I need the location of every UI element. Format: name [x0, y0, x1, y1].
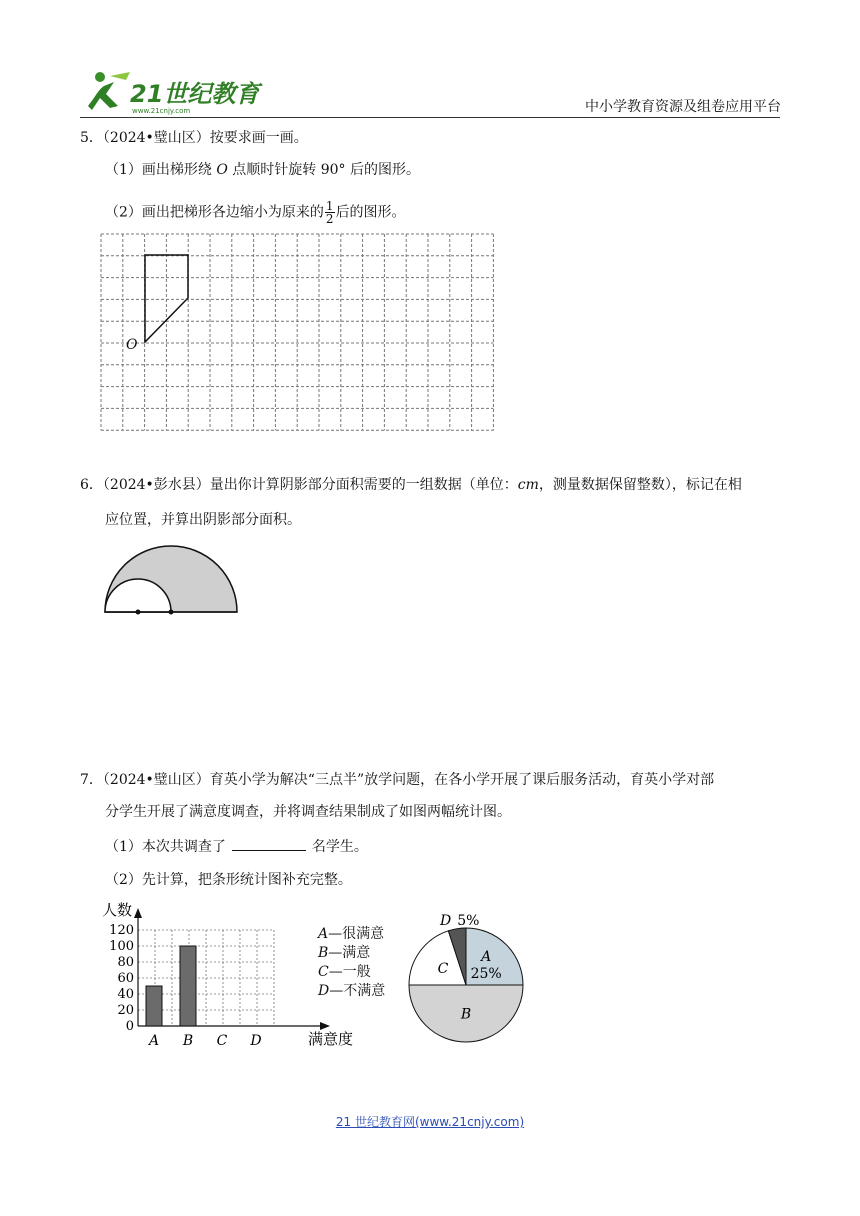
q5-item1	[105, 160, 420, 180]
q6-line1	[80, 475, 742, 495]
platform-name: 中小学教育资源及组卷应用平台	[585, 99, 781, 115]
legend-item	[318, 944, 385, 963]
x-tick-label: D	[250, 1033, 262, 1049]
x-axis-arrow	[320, 1022, 330, 1030]
pie-chart	[400, 905, 535, 1050]
legend-text: —满意	[328, 945, 371, 961]
logo-text: 21世纪教育	[130, 80, 260, 108]
legend-item	[318, 982, 385, 1001]
q7-item1	[105, 836, 368, 857]
q5-item2	[105, 200, 406, 225]
q5-item2-pre: （2）画出把梯形各边缩小为原来的	[105, 204, 324, 221]
q5-item1-var: O	[216, 162, 228, 178]
legend-text: —很满意	[328, 926, 385, 942]
logo-subtext: www.21cnjy.com	[132, 107, 191, 115]
y-tick-label: 0	[125, 1019, 134, 1034]
pie-label-B: B	[460, 1006, 472, 1023]
footer-link[interactable]: 21 世纪教育网(www.21cnjy.com)	[335, 1115, 525, 1129]
fraction-numerator: 1	[325, 199, 334, 213]
q7-item2: （2）先计算，把条形统计图补充完整。	[105, 872, 352, 888]
pie-label-C: C	[437, 961, 449, 978]
bar-A	[146, 986, 162, 1026]
header-divider	[80, 117, 780, 118]
q7-item1-post: 名学生。	[311, 839, 368, 855]
pie-label-A: A	[481, 948, 492, 965]
y-tick-label: 100	[109, 939, 134, 954]
legend-text: —不满意	[329, 983, 386, 999]
answer-blank[interactable]	[232, 836, 306, 851]
fraction-denominator: 2	[325, 212, 334, 226]
q6-line1-pre: 6．（2024•彭水县）量出你计算阴影部分面积需要的一组数据（单位：	[80, 477, 518, 493]
q7-line1: 7．（2024•璧山区）育英小学为解决“三点半”放学问题，在各小学开展了课后服务活动，育英小学对部	[80, 772, 715, 788]
legend-text: —一般	[328, 964, 371, 980]
x-tick-label: B	[182, 1033, 194, 1049]
q5-title: 5．（2024•璧山区）按要求画一画。	[80, 130, 308, 146]
x-tick-label: A	[148, 1033, 160, 1049]
y-tick-label: 20	[117, 1003, 134, 1018]
y-tick-label: 40	[117, 987, 134, 1002]
x-axis-title: 满意度	[308, 1030, 354, 1048]
q5-fraction	[325, 200, 335, 225]
x-tick-label: C	[216, 1033, 228, 1049]
legend-key: B	[318, 945, 329, 961]
y-axis-title: 人数	[102, 901, 133, 919]
q7-line2: 分学生开展了满意度调查，并将调查结果制成了如图两幅统计图。	[105, 804, 511, 820]
legend-key: C	[318, 964, 329, 980]
legend-key: D	[318, 983, 330, 999]
q5-item1-pre: （1）画出梯形绕	[105, 162, 217, 178]
point-o-label: O	[126, 337, 138, 353]
q5-item1-post: 点顺时针旋转 90° 后的图形。	[227, 162, 421, 178]
y-tick-label: 120	[109, 923, 134, 938]
q6-unit: cm	[517, 477, 539, 493]
q5-grid-figure	[100, 233, 494, 433]
bar-B	[180, 946, 196, 1026]
q6-semicircle-figure	[100, 542, 242, 616]
y-tick-label: 80	[117, 955, 134, 970]
legend-item	[318, 925, 385, 944]
legend-item	[318, 963, 385, 982]
q6-line1-post: ，测量数据保留整数），标记在相	[538, 477, 742, 493]
site-logo	[80, 66, 260, 116]
y-tick-label: 60	[117, 971, 134, 986]
q7-item1-pre: （1）本次共调查了	[105, 839, 226, 855]
q5-item2-post: 后的图形。	[335, 204, 406, 221]
legend-key: A	[318, 926, 329, 942]
pie-value-A: 25%	[470, 965, 502, 982]
center-dot-large	[169, 610, 174, 615]
footer	[0, 1113, 860, 1130]
trapezoid-shape	[145, 255, 188, 342]
pie-label-D: D 5%	[440, 913, 480, 929]
center-dot-small	[136, 610, 141, 615]
y-axis-arrow	[134, 908, 142, 918]
chart-legend	[318, 925, 385, 1001]
q6-line2: 应位置，并算出阴影部分面积。	[105, 512, 301, 528]
